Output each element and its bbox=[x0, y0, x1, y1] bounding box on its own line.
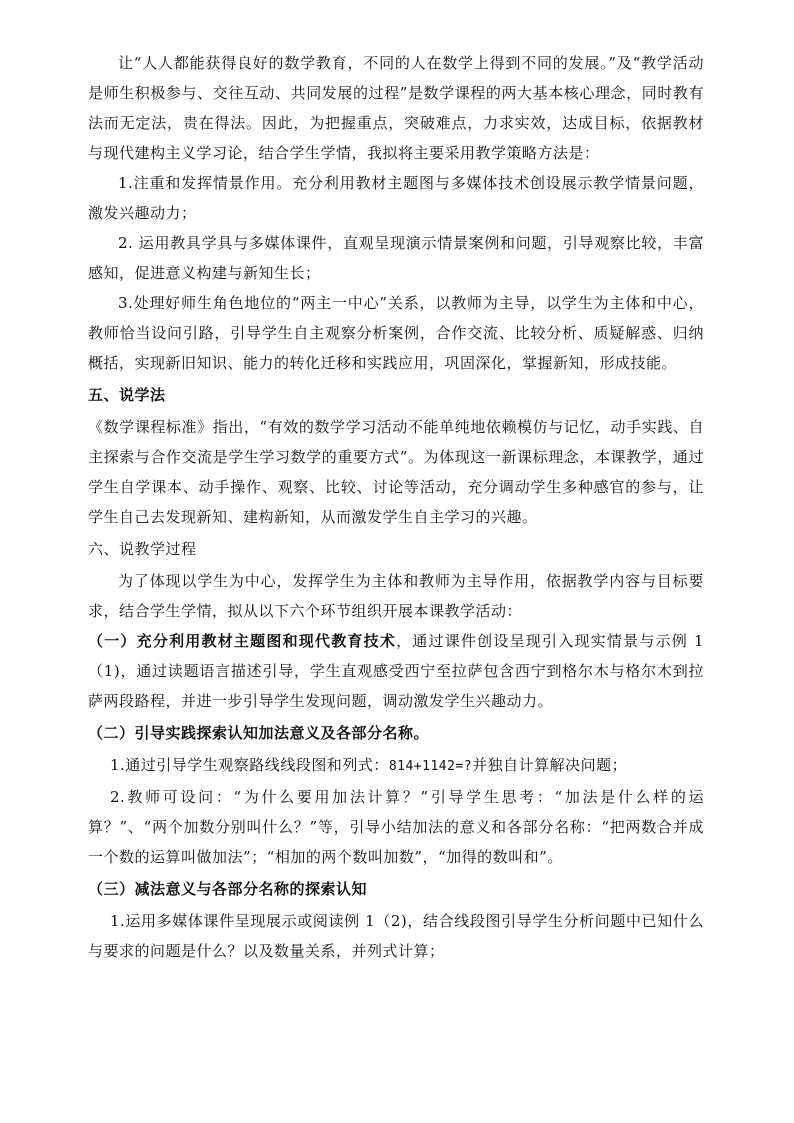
step-3-heading: （三）减法意义与各部分名称的探索认知 bbox=[88, 880, 368, 898]
strategy-item-2: 2. 运用教具学具与多媒体课件，直观呈现演示情景案例和问题，引导观察比较，丰富感知，促进意义构建与新知生长； bbox=[88, 234, 704, 282]
step-2-item-2: 2.教师可设问：“为什么要用加法计算？”引导学生思考：“加法是什么样的运算？”、“两个加数分别叫什么？”等，引导小结加法的意义和各部分名称：“把两数合并成一个数的运算叫做加法”；“相加的两个数叫加数”，“加得的数叫和”。 bbox=[88, 788, 704, 866]
step-2-item-1-text: 1.通过引导学生观察路线线段图和列式： bbox=[110, 756, 389, 774]
step-1-body: ，通过课件创设呈现引入现实情景与示例 1（1)，通过读题语言描述引导，学生直观感受西宁至拉萨包含西宁到格尔木与格尔木到拉萨两段路程，并进一步引导学生发现问题，调动激发学生兴趣动力。 bbox=[88, 632, 704, 710]
document-body bbox=[88, 48, 704, 966]
intro-paragraph: 让“人人都能获得良好的数学教育，不同的人在数学上得到不同的发展。”及“教学活动是师生积极参与、交往互动、共同发展的过程”是数学课程的两大基本核心理念，同时教有法而无定法，贵在得法。因此，为把握重点，突破难点，力求实效，达成目标，依据教材与现代建构主义学习论，结合学生学情，我拟将主要采用教学策略方法是： bbox=[88, 54, 704, 162]
step-3-item-1: 1.运用多媒体课件呈现展示或阅读例 1（2)，结合线段图引导学生分析问题中已知什么与要求的问题是什么？以及数量关系，并列式计算； bbox=[88, 912, 704, 960]
section-5-heading: 五、说学法 bbox=[88, 386, 166, 404]
step-2-item-1 bbox=[88, 750, 704, 782]
section-5-body: 《数学课程标准》指出，“有效的数学学习活动不能单纯地依赖模仿与记忆，动手实践、自主探索与合作交流是学生学习数学的重要方式”。为体现这一新课标理念，本课教学，通过学生自学课本、动手操作、观察、比较、讨论等活动，充分调动学生多种感官的参与，让学生自己去发现新知、建构新知，从而激发学生自主学习的兴趣。 bbox=[88, 418, 704, 526]
step-2-heading: （二）引导实践探索认知加法意义及各部分名称。 bbox=[88, 724, 430, 742]
step-1-paragraph bbox=[88, 626, 704, 716]
section-6-heading: 六、说教学过程 bbox=[88, 540, 197, 558]
strategy-item-1: 1.注重和发挥情景作用。充分利用教材主题图与多媒体技术创设展示教学情景问题，激发兴趣动力； bbox=[88, 174, 704, 222]
step-2-formula: 814+1142=? bbox=[388, 759, 473, 774]
step-2-item-1-tail: 并独自计算解决问题； bbox=[472, 756, 628, 774]
step-1-title: （一）充分利用教材主题图和现代教育技术 bbox=[88, 632, 397, 650]
section-6-intro: 为了体现以学生为中心，发挥学生为主体和教师为主导作用，依据教学内容与目标要求，结合学生学情，拟从以下六个环节组织开展本课教学活动： bbox=[88, 572, 704, 620]
strategy-item-3: 3.处理好师生角色地位的“两主一中心”关系，以教师为主导，以学生为主体和中心，教师恰当设问引路，引导学生自主观察分析案例，合作交流、比较分析、质疑解惑、归纳概括，实现新旧知识、能力的转化迁移和实践应用，巩固深化，掌握新知，形成技能。 bbox=[88, 294, 704, 372]
